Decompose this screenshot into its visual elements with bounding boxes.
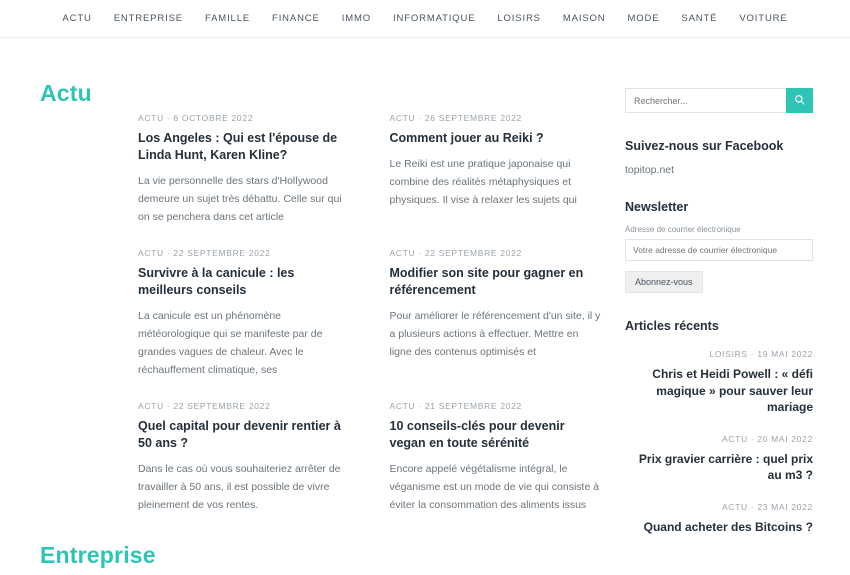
- section-entreprise: [38, 542, 603, 569]
- article-excerpt: Le Reiki est une pratique japonaise qui combine des réalités métaphysiques et physiques. Il vise à relaxer les sujets qui: [389, 157, 577, 206]
- recent-post-meta: [625, 349, 813, 359]
- article-date: 22 SEPTEMBRE 2022: [173, 400, 271, 411]
- nav-item-finance[interactable]: FINANCE: [272, 13, 320, 24]
- recent-posts-heading: Articles récents: [625, 319, 719, 333]
- search-widget: [625, 88, 813, 113]
- search-icon: [794, 93, 805, 108]
- article-title[interactable]: Los Angeles : Qui est l'épouse de Linda Hunt, Karen Kline?: [138, 131, 338, 162]
- article-card: [138, 401, 352, 514]
- article-excerpt: Encore appelé végétalisme intégral, le véganisme est un mode de vie qui consiste à éviter la consommation des aliments issus: [389, 462, 600, 511]
- recent-post-category[interactable]: LOISIRS: [709, 349, 748, 359]
- article-meta: [390, 113, 604, 123]
- article-excerpt: Dans le cas où vous souhaiteriez arrêter de travailler à 50 ans, il est possible de vivre pleinement de vos rentes.: [138, 462, 341, 511]
- nav-item-maison[interactable]: MAISON: [562, 13, 606, 24]
- article-card: [390, 248, 604, 379]
- article-title[interactable]: Quel capital pour devenir rentier à 50 ans ?: [138, 418, 341, 450]
- article-meta: [138, 401, 352, 411]
- recent-post-item: [625, 434, 813, 484]
- recent-post-meta: [625, 502, 813, 512]
- newsletter-email-field[interactable]: [625, 239, 813, 261]
- meta-separator: ·: [418, 400, 422, 411]
- meta-separator: ·: [166, 247, 171, 258]
- article-category[interactable]: ACTU: [389, 400, 416, 411]
- section-actu: [38, 80, 603, 514]
- main-column: [38, 80, 603, 575]
- main-navigation: [0, 0, 850, 38]
- search-input[interactable]: [625, 88, 786, 113]
- facebook-text: topitop.net: [625, 164, 675, 176]
- article-category[interactable]: ACTU: [389, 247, 416, 258]
- meta-separator: ·: [750, 501, 755, 512]
- nav-item-loisirs[interactable]: LOISIRS: [497, 13, 541, 24]
- article-excerpt: La vie personnelle des stars d'Hollywood demeure un sujet très débattu. Celle sur qui on se penchera dans cet article: [138, 174, 342, 223]
- recent-post-title[interactable]: Chris et Heidi Powell : « défi magique » pour sauver leur mariage: [652, 367, 813, 415]
- section-heading-entreprise: Entreprise: [40, 541, 156, 568]
- article-date: 22 SEPTEMBRE 2022: [424, 247, 522, 258]
- article-meta: [390, 248, 604, 258]
- facebook-heading: Suivez-nous sur Facebook: [625, 139, 784, 153]
- article-title[interactable]: Survivre à la canicule : les meilleurs conseils: [138, 265, 295, 297]
- article-card: [390, 401, 604, 514]
- meta-separator: ·: [418, 247, 422, 258]
- recent-post-date: 20 MAI 2022: [757, 433, 813, 444]
- sidebar: [603, 80, 813, 575]
- content-area: [0, 38, 850, 575]
- article-meta: [138, 248, 352, 258]
- recent-post-meta: [625, 434, 813, 444]
- article-date: 26 SEPTEMBRE 2022: [424, 113, 522, 123]
- article-category[interactable]: ACTU: [138, 113, 164, 123]
- article-date: 22 SEPTEMBRE 2022: [173, 247, 271, 258]
- article-title[interactable]: Modifier son site pour gagner en référencement: [389, 265, 584, 297]
- article-date: 21 SEPTEMBRE 2022: [424, 400, 522, 411]
- meta-separator: ·: [418, 113, 422, 123]
- article-excerpt: La canicule est un phénomène météorologique qui se manifeste par de grandes vagues de chaleur. Avec le réchauffement climatique, ses: [138, 309, 323, 376]
- recent-post-item: [625, 502, 813, 536]
- article-date: 6 OCTOBRE 2022: [173, 113, 254, 123]
- newsletter-field-label: Adresse de courrier électronique: [625, 225, 741, 234]
- article-meta: [390, 401, 604, 411]
- nav-item-actu[interactable]: ACTU: [62, 13, 92, 24]
- article-card: [138, 113, 352, 226]
- meta-separator: ·: [750, 349, 755, 359]
- recent-post-date: 23 MAI 2022: [757, 501, 813, 512]
- article-excerpt: Pour améliorer le référencement d'un site, il y a plusieurs actions à effectuer. Mettre en ligne des contenus optimisés et: [389, 309, 601, 358]
- meta-separator: ·: [750, 433, 755, 444]
- meta-separator: ·: [166, 400, 171, 411]
- article-category[interactable]: ACTU: [389, 113, 416, 123]
- recent-post-title[interactable]: Quand acheter des Bitcoins ?: [643, 519, 813, 534]
- nav-item-immo[interactable]: IMMO: [341, 13, 371, 24]
- recent-post-title[interactable]: Prix gravier carrière : quel prix au m3 ?: [638, 451, 813, 483]
- nav-item-voiture[interactable]: VOITURE: [739, 13, 788, 24]
- nav-item-entreprise[interactable]: ENTREPRISE: [113, 13, 183, 24]
- nav-item-famille[interactable]: FAMILLE: [204, 13, 251, 24]
- subscribe-button[interactable]: Abonnez-vous: [625, 271, 703, 293]
- section-heading-actu: Actu: [40, 80, 92, 106]
- article-meta: [138, 113, 352, 123]
- article-title[interactable]: 10 conseils-clés pour devenir vegan en toute sérénité: [389, 418, 565, 450]
- nav-item-informatique[interactable]: INFORMATIQUE: [393, 13, 476, 24]
- article-grid-actu: [38, 113, 603, 514]
- article-title[interactable]: Comment jouer au Reiki ?: [389, 131, 544, 145]
- article-category[interactable]: ACTU: [138, 400, 164, 411]
- newsletter-heading: Newsletter: [625, 200, 689, 214]
- article-card: [138, 248, 352, 379]
- recent-post-category[interactable]: ACTU: [721, 501, 748, 512]
- article-card: [390, 113, 604, 226]
- meta-separator: ·: [166, 113, 171, 123]
- article-category[interactable]: ACTU: [138, 247, 164, 258]
- recent-post-category[interactable]: ACTU: [721, 433, 748, 444]
- recent-post-date: 19 MAI 2022: [757, 349, 813, 359]
- nav-item-sante[interactable]: SANTÉ: [681, 13, 718, 24]
- recent-post-item: [625, 349, 813, 416]
- nav-item-mode[interactable]: MODE: [627, 13, 660, 24]
- search-button[interactable]: [786, 88, 813, 113]
